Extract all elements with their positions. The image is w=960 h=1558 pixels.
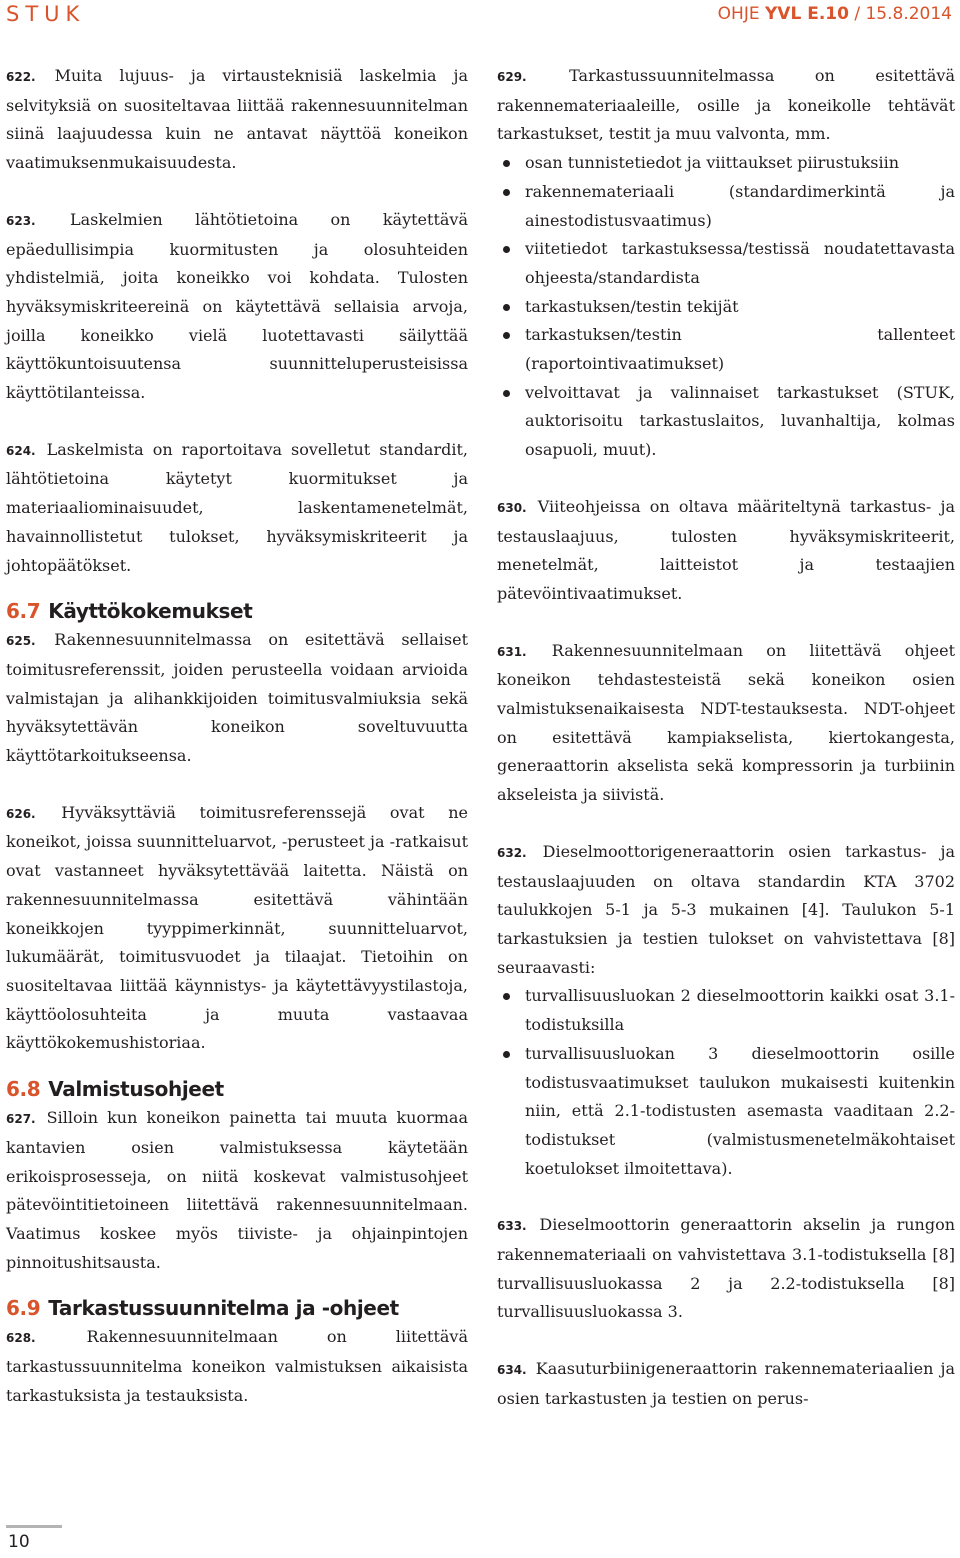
list-item-text: turvallisuusluokan 3 dieselmoottorin osille todistusvaatimukset taulukon mukaisesti kuitenkin niin, että 2.1-todistusten asemasta vaaditaan 2.2-todistukset (valmistusmenetelmäkohtaiset koetulokset ilmoitettava). [525, 1043, 955, 1178]
list-item-text: viitetiedot tarkastuksessa/testissä noudatettavasta ohjeesta/standardista [525, 239, 955, 287]
list-item [497, 293, 955, 322]
guide-code: YVL E.10 [764, 4, 849, 24]
paragraph-622 [6, 62, 468, 178]
paragraph-number: 632. [497, 845, 527, 860]
bullet-icon [503, 304, 510, 311]
section-number: 6.7 [6, 599, 41, 624]
guide-reference [718, 4, 952, 24]
paragraph-number: 624. [6, 443, 36, 458]
paragraph-number: 626. [6, 806, 36, 821]
paragraph-number: 631. [497, 644, 527, 659]
list-item [497, 235, 955, 292]
paragraph-text: Rakennesuunnitelmaan on liitettävä tarkastussuunnitelma koneikon valmistuksen aikaisista tarkastuksista ja testauksista. [6, 1327, 468, 1405]
bullet-icon [503, 390, 510, 397]
list-item-text: turvallisuusluokan 2 dieselmoottorin kaikki osat 3.1-todistuksilla [525, 986, 955, 1035]
section-title: Käyttökokemukset [48, 599, 253, 624]
paragraph-623 [6, 206, 468, 408]
bullet-icon [503, 246, 510, 253]
list-item-text: tarkastuksen/testin tallenteet (raportointivaatimukset) [525, 325, 955, 374]
section-heading-6-9 [6, 1295, 468, 1321]
paragraph-number: 623. [6, 213, 36, 228]
left-column [6, 62, 468, 1438]
list-item [497, 379, 955, 465]
list-item-text: osan tunnistetiedot ja viittaukset piirustuksiin [525, 153, 900, 173]
paragraph-text: Laskelmien lähtötietoina on käytettävä epäedullisimpia kuormitusten ja olosuhteiden yhdistelmiä, joita koneikko voi kohdata. Tulosten hyväksymiskriteereinä on käytettävä sellaisia arvoja, joilla koneikko vielä luotettavasti säilyttää käyttökuntoisuutensa suunnitteluperusteisissa käyttötilanteissa. [6, 209, 469, 403]
paragraph-text: Rakennesuunnitelmaan on liitettävä ohjeet koneikon tehdastesteistä sekä koneikon osien valmistuksenaikaisesta NDT-testauksesta. NDT-ohjeet on esitettävä kampiakselista, kiertokangesta, generaattorin akselista sekä kompressorin ja turbiinin akseleista ja siivistä. [497, 640, 956, 805]
paragraph-text: Hyväksyttäviä toimitusreferenssejä ovat ne koneikot, joissa suunnitteluarvot, -perusteet ja -ratkaisut ovat vastanneet hyväksytettävää laitetta. Näistä on rakennesuunnitelmassa esitettävä vähintään koneikkojen tyyppimerkinnät, suunnitteluarvot, lukumäärät, toimitusvuodet ja tilaajat. Tietoihin on suositeltavaa liittää käynnistys- ja käytettävyystilastoja, käyttöolosuhteita ja muuta vastaavaa käyttökokemushistoriaa. [6, 802, 468, 1053]
page-header [0, 0, 960, 30]
list-item [497, 1040, 955, 1184]
list-item [497, 178, 955, 235]
guide-date: / 15.8.2014 [848, 4, 952, 24]
section-title: Valmistusohjeet [48, 1077, 224, 1102]
paragraph-number: 634. [497, 1363, 527, 1378]
bullet-icon [503, 1051, 510, 1058]
paragraph-number: 628. [6, 1331, 36, 1346]
paragraph-628 [6, 1323, 468, 1410]
paragraph-text: Rakennesuunnitelmassa on esitettävä sellaiset toimitusreferenssit, joiden perusteella voidaan arvioida valmistajan ja alihankkijoiden toimitusvalmiuksia sekä hyväksytettävän koneikon soveltuvuutta käyttötarkoitukseensa. [6, 630, 468, 766]
bullet-icon [503, 160, 510, 167]
brand-logo: STUK [6, 2, 86, 26]
bullet-icon [503, 189, 510, 196]
paragraph-text: Muita lujuus- ja virtausteknisiä laskelmia ja selvityksiä on suositeltavaa liittää rakennesuunnitelman siinä laajuudessa kuin ne antavat näyttöä koneikon vaatimuksenmukaisuudesta. [6, 66, 468, 173]
paragraph-text: Dieselmoottorigeneraattorin osien tarkastus- ja testauslaajuuden on oltava standardin KTA 3702 taulukkojen 5-1 ja 5-3 mukainen [4]. Taulukon 5-1 tarkastuksien ja testien tulokset on vahvistettava [8] seuraavasti: [497, 841, 955, 977]
paragraph-text: Silloin kun koneikon painetta tai muuta kuormaa kantavien osien valmistuksessa käytetään erikoisprosesseja, on niitä koskevat valmistusohjeet pätevöintitietoineen liitettävä rakennesuunnitelmaan. Vaatimus koskee myös tiiviste- ja ohjainpintojen pinnoitushitsausta. [6, 1108, 468, 1272]
paragraph-text: Viiteohjeissa on oltava määriteltynä tarkastus- ja testauslaajuus, tulosten hyväksymiskriteerit, menetelmät, laitteistot ja testaajien pätevöintivaatimukset. [497, 496, 955, 603]
paragraph-625 [6, 626, 468, 771]
page-number: 10 [8, 1532, 30, 1552]
right-column [497, 62, 955, 1442]
paragraph-624 [6, 436, 468, 581]
footer-divider [6, 1525, 62, 1528]
bullet-icon [503, 332, 510, 339]
section-number: 6.9 [6, 1296, 41, 1321]
paragraph-633 [497, 1211, 955, 1327]
guide-prefix: OHJE [717, 4, 765, 24]
section-number: 6.8 [6, 1077, 41, 1102]
list-item-text: velvoittavat ja valinnaiset tarkastukset (STUK, auktorisoitu tarkastuslaitos, luvanhaltija, kolmas osapuoli, muut). [525, 382, 955, 460]
bullet-list-632 [497, 982, 955, 1183]
paragraph-626 [6, 799, 468, 1058]
paragraph-text: Dieselmoottorin generaattorin akselin ja rungon rakennemateriaali on vahvistettava 3.1-todistuksella [8] turvallisuusluokassa 2 ja 2.2-todistuksella [8] turvallisuusluokassa 3. [497, 1215, 956, 1322]
paragraph-634 [497, 1355, 955, 1413]
paragraph-text: Tarkastussuunnitelmassa on esitettävä rakennemateriaaleille, osille ja koneikolle tehtävät tarkastukset, testit ja muu valvonta, mm. [497, 66, 955, 144]
list-item [497, 321, 955, 378]
paragraph-number: 625. [6, 634, 36, 649]
list-item [497, 982, 955, 1039]
paragraph-number: 627. [6, 1112, 36, 1127]
paragraph-number: 630. [497, 500, 527, 515]
paragraph-number: 622. [6, 70, 36, 84]
paragraph-630 [497, 493, 955, 609]
section-heading-6-8 [6, 1076, 468, 1102]
section-heading-6-7 [6, 598, 468, 624]
bullet-list-629 [497, 149, 955, 465]
paragraph-629 [497, 62, 955, 149]
paragraph-text: Laskelmista on raportoitava sovelletut standardit, lähtötietoina käytetyt kuormitukset ja materiaaliominaisuudet, laskentamenetelmät, havainnollistetut tulokset, hyväksymiskriteerit ja johtopäätökset. [6, 439, 468, 575]
paragraph-number: 629. [497, 70, 527, 84]
paragraph-text: Kaasuturbiinigeneraattorin rakennemateriaalien ja osien tarkastusten ja testien on perus- [497, 1359, 955, 1408]
paragraph-631 [497, 637, 955, 810]
section-title: Tarkastussuunnitelma ja -ohjeet [48, 1296, 399, 1321]
list-item-text: rakennemateriaali (standardimerkintä ja ainestodistusvaatimus) [525, 181, 955, 230]
paragraph-632 [497, 838, 955, 983]
paragraph-number: 633. [497, 1219, 527, 1234]
list-item-text: tarkastuksen/testin tekijät [525, 296, 739, 316]
paragraph-627 [6, 1104, 468, 1277]
bullet-icon [503, 993, 510, 1000]
list-item [497, 149, 955, 178]
